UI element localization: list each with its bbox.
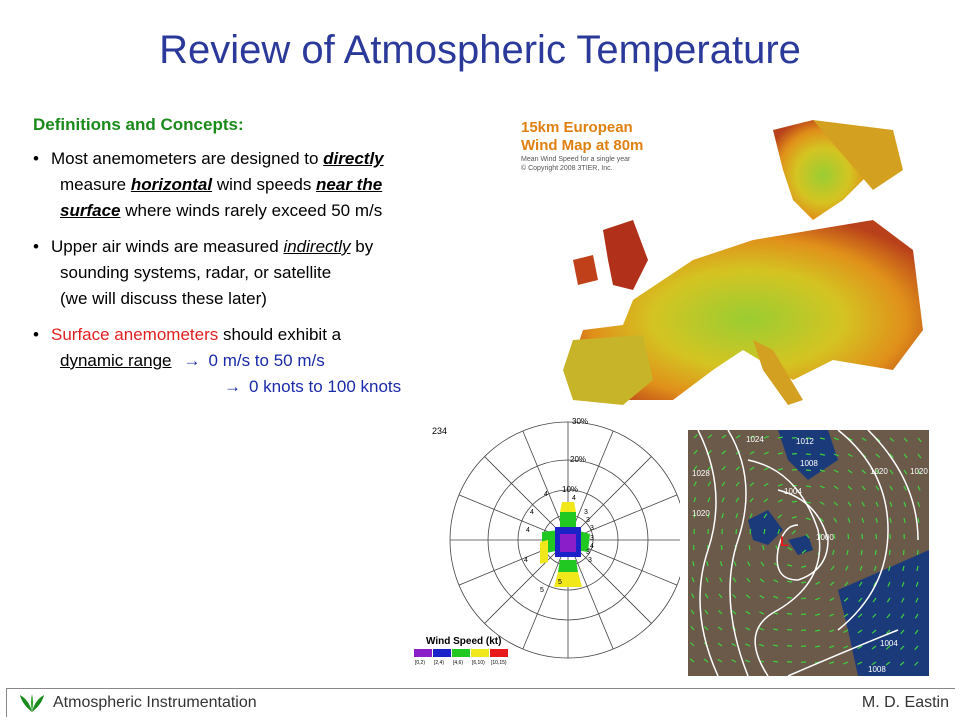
legend-label: [10,15) — [491, 660, 507, 666]
isobar-label: 1004 — [880, 639, 898, 648]
text-span: by — [350, 237, 374, 256]
arrow-glyph: → — [183, 351, 201, 370]
isobar-label: 1020 — [870, 467, 888, 476]
underlined-text: dynamic range — [60, 351, 172, 370]
wind-vector — [764, 529, 765, 534]
wind-vector — [861, 550, 862, 555]
isobar-label: 1012 — [796, 437, 814, 446]
text-span: measure — [60, 175, 131, 194]
wind-vector — [889, 550, 890, 555]
emphasis-text: indirectly — [283, 237, 351, 256]
isobar-label: 1000 — [816, 533, 834, 542]
ring-label: 10% — [562, 485, 579, 494]
highlight-text: Surface anemometers — [51, 325, 219, 344]
wind-vector — [806, 470, 811, 471]
wind-rose-id: 234 — [432, 426, 448, 436]
bullet-upper-air — [33, 234, 493, 312]
map-subtitle: Mean Wind Speed for a single year — [521, 156, 631, 163]
petal-count: 3 — [588, 557, 592, 564]
legend-label: [4,6) — [453, 660, 464, 666]
petal-count: 3 — [590, 525, 594, 532]
petal — [540, 540, 548, 564]
bullet-line — [51, 198, 493, 224]
petal-count: 4 — [524, 557, 528, 564]
bullet-line — [51, 234, 493, 260]
footer-course-title: Atmospheric Instrumentation — [53, 694, 257, 711]
arrow-glyph: → — [224, 377, 241, 396]
emphasis-text: horizontal — [130, 175, 213, 194]
section-heading: Definitions and Concepts: — [33, 115, 244, 134]
wind-vector — [787, 581, 792, 582]
bullet-line: (we will discuss these later) — [60, 289, 267, 308]
legend-swatch — [433, 649, 451, 657]
bullet-dot: • — [33, 149, 39, 168]
bullet-anemometers — [33, 146, 493, 224]
bullet-line — [51, 348, 493, 374]
wind-vector — [834, 534, 835, 539]
map-title: Wind Map at 80m — [521, 137, 644, 154]
leaf-logo-icon — [17, 692, 47, 714]
slide-content — [33, 112, 493, 410]
text-span: Most anemometers are designed to — [51, 149, 324, 168]
ring-label: 20% — [570, 455, 587, 464]
wind-vector — [801, 614, 806, 615]
map-copyright: © Copyright 2008 3TIER, Inc. — [521, 165, 613, 172]
bullet-line — [51, 374, 493, 400]
petal-count: 5 — [540, 587, 544, 594]
wind-vector — [792, 501, 797, 502]
text-span: wind speeds — [212, 175, 317, 194]
wind-vector — [787, 597, 792, 598]
ring-label: 30% — [572, 417, 589, 426]
bullet-line: sounding systems, radar, or satellite — [60, 263, 332, 282]
petal-count: 3 — [586, 517, 590, 524]
bullet-surface-anemometers — [33, 322, 493, 400]
slide-footer — [6, 688, 955, 717]
range-text: 0 m/s to 50 m/s — [208, 351, 325, 370]
isobar-label: 1020 — [692, 509, 710, 518]
petal-count: 4 — [572, 495, 576, 502]
legend-label: [0,2) — [415, 660, 426, 666]
isobar-label: 1024 — [746, 435, 764, 444]
petal-count: 3 — [586, 549, 590, 556]
legend-swatch — [452, 649, 470, 657]
map-landmass — [573, 255, 598, 285]
petal — [558, 560, 578, 572]
wind-vector — [848, 534, 849, 539]
slide-title: Review of Atmospheric Temperature — [159, 28, 801, 72]
range-text: 0 knots to 100 knots — [249, 377, 402, 396]
petal-count: 4 — [590, 543, 594, 550]
bullet-line — [51, 146, 493, 172]
europe-wind-map — [513, 110, 927, 410]
legend-swatch — [471, 649, 489, 657]
petal — [560, 534, 576, 552]
petal-count: 5 — [558, 579, 562, 586]
bullet-dot: • — [33, 325, 39, 344]
bullet-dot: • — [33, 237, 39, 256]
isobar-label: 1008 — [800, 459, 818, 468]
wind-vector — [750, 529, 751, 534]
map-title: 15km European — [521, 119, 633, 136]
bullet-line — [51, 322, 493, 348]
map-landmass — [603, 220, 648, 290]
text-span: Upper air winds are measured — [51, 237, 284, 256]
wind-vector — [806, 486, 811, 487]
wind-vector — [773, 661, 778, 662]
legend-title: Wind Speed (kt) — [426, 636, 502, 647]
petal-count: 3 — [584, 509, 588, 516]
isobar-label: 1008 — [868, 665, 886, 674]
emphasis-text: directly — [323, 149, 384, 168]
surface-pressure-map — [688, 430, 929, 676]
wind-rose-chart — [410, 412, 680, 674]
emphasis-text: near the — [316, 175, 383, 194]
wind-speed-legend — [414, 649, 508, 666]
legend-swatch — [490, 649, 508, 657]
isobar-label: 1020 — [910, 467, 928, 476]
low-pressure-icon: L — [780, 533, 789, 549]
emphasis-text: surface — [60, 201, 121, 220]
wind-vector — [721, 545, 722, 550]
wind-vector — [801, 598, 806, 599]
isobar-label: 1004 — [784, 487, 802, 496]
bullet-line — [51, 172, 493, 198]
wind-vector — [875, 550, 876, 555]
footer-author: M. D. Eastin — [861, 694, 949, 711]
petal-count: 4 — [530, 509, 534, 516]
isobar-label: 1028 — [692, 469, 710, 478]
petal-count: 3 — [590, 535, 594, 542]
text-span: where winds rarely exceed 50 m/s — [120, 201, 383, 220]
legend-label: [2,4) — [434, 660, 445, 666]
petal-count: 4 — [526, 527, 530, 534]
petal-count: 4 — [544, 491, 548, 498]
text-span: should exhibit a — [218, 325, 342, 344]
legend-label: [6,10) — [472, 660, 485, 666]
legend-swatch — [414, 649, 432, 657]
petal — [560, 502, 576, 512]
